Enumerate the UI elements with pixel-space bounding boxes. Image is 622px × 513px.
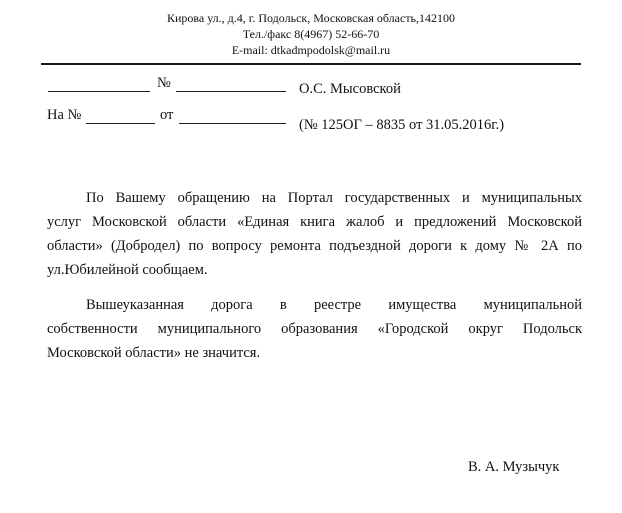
in-reply-label: На № (47, 107, 82, 123)
paragraph-2-line: Московской области» не значится. (47, 345, 261, 361)
letterhead-address: Кирова ул., д.4, г. Подольск, Московская область,142100 (166, 11, 456, 25)
in-reply-number-blank (86, 123, 155, 124)
incoming-reference: (№ 125ОГ – 8835 от 31.05.2016г.) (299, 117, 505, 133)
paragraph-2-line: Вышеуказанная дорога в реестре имущества муниципальной (86, 297, 582, 313)
body-paragraph-2 (47, 293, 582, 365)
signatory-name: В. А. Музычук (468, 459, 560, 475)
letterhead-email: E-mail: dtkadmpodolsk@mail.ru (231, 43, 391, 57)
in-reply-date-blank (179, 123, 286, 124)
paragraph-1-line: По Вашему обращению на Портал государственных и муниципальных (86, 190, 582, 206)
recipient-name: О.С. Мысовской (299, 81, 401, 97)
in-reply-date-label: от (160, 107, 174, 123)
paragraph-1-line: области» (Добродел) по вопросу ремонта подъездной дороги к дому № 2А по (47, 238, 582, 254)
paragraph-1-line: ул.Юбилейной сообщаем. (47, 262, 208, 278)
letterhead-phone: Тел./факс 8(4967) 52-66-70 (242, 27, 380, 41)
outgoing-number-sign: № (157, 75, 171, 91)
body-paragraph-1 (47, 186, 582, 282)
paragraph-2-line: собственности муниципального образования «Городской округ Подольск (47, 321, 582, 337)
outgoing-number-blank (176, 91, 286, 92)
paragraph-1-line: услуг Московской области «Единая книга жалоб и предложений Московской (47, 214, 582, 230)
letterhead-divider (41, 63, 581, 65)
outgoing-date-blank (48, 91, 150, 92)
